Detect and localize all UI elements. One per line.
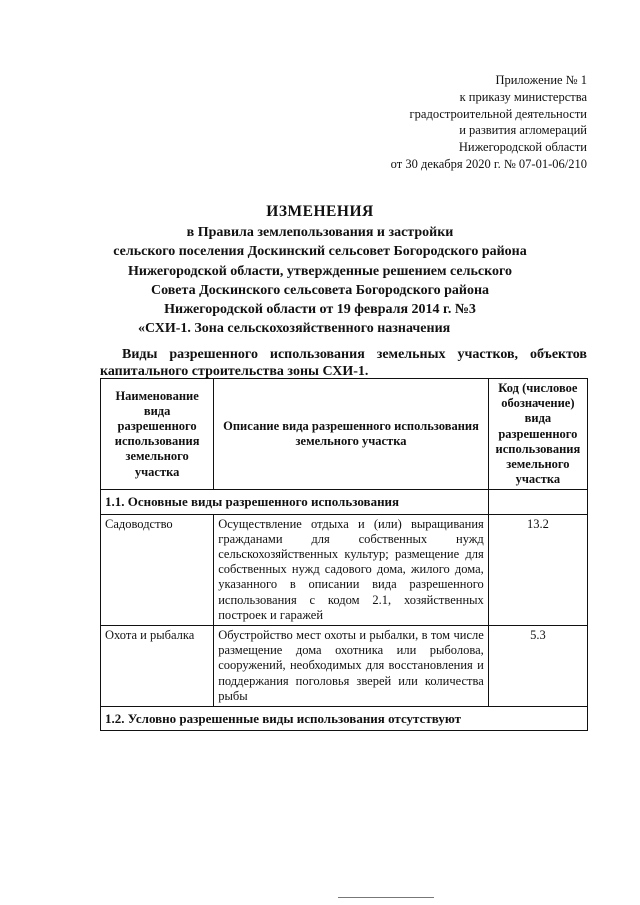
title-line: в Правила землепользования и застройки xyxy=(186,225,454,241)
cell-name: Садоводство xyxy=(101,514,214,625)
title-line: Совета Доскинского сельсовета Богородского района xyxy=(150,282,490,298)
header-code: Код (числовое обозначение) вида разрешенного использования земельного участка xyxy=(488,379,587,490)
section-blank-cell xyxy=(488,490,587,514)
header-name: Наименование вида разрешенного использования земельного участка xyxy=(101,379,214,490)
annex-line: Приложение № 1 xyxy=(495,73,587,87)
table-row xyxy=(101,514,588,625)
land-use-table xyxy=(100,378,588,731)
cell-name: Охота и рыбалка xyxy=(101,626,214,707)
title-line: Нижегородской области, утвержденные решением сельского xyxy=(128,263,512,279)
cell-description: Осуществление отдыха и (или) выращивания гражданами для собственных нужд сельскохозяйственных культур; размещение для собственных нужд садового дома, жилого дома, указанного в описании вида разрешенного использования с кодом 2.1, хозяйственных построек и гаражей xyxy=(214,514,489,625)
title-line: Нижегородской области от 19 февраля 2014 г. №3 xyxy=(164,302,476,318)
annex-line: от 30 декабря 2020 г. № 07-01-06/210 xyxy=(390,156,587,171)
cell-code: 13.2 xyxy=(488,514,587,625)
section-row xyxy=(101,707,588,731)
annex-line: Нижегородской области xyxy=(458,140,587,155)
annex-block xyxy=(391,72,587,173)
title-line: сельского поселения Доскинский сельсовет Богородского района xyxy=(113,244,527,260)
zone-heading: «СХИ-1. Зона сельскохозяйственного назначения xyxy=(138,321,451,336)
table-header-row xyxy=(101,379,588,490)
table-row xyxy=(101,626,588,707)
annex-line: и развития агломераций xyxy=(459,123,587,138)
document-title xyxy=(0,202,640,319)
intro-paragraph: Виды разрешенного использования земельных участков, объектов капитального строительства зоны СХИ-1. xyxy=(100,347,587,379)
section-title: 1.1. Основные виды разрешенного использования xyxy=(101,490,489,514)
cell-code: 5.3 xyxy=(488,626,587,707)
cell-description: Обустройство мест охоты и рыбалки, в том числе размещение дома охотника или рыболова, сооружений, необходимых для восстановления и поддержания поголовья зверей или количества рыбы xyxy=(214,626,489,707)
title-main: ИЗМЕНЕНИЯ xyxy=(266,203,374,220)
section-title: 1.2. Условно разрешенные виды использования отсутствуют xyxy=(101,707,588,731)
annex-line: градостроительной деятельности xyxy=(409,106,587,121)
section-row xyxy=(101,490,588,514)
header-description: Описание вида разрешенного использования земельного участка xyxy=(214,379,489,490)
footer-divider xyxy=(338,897,434,898)
annex-line: к приказу министерства xyxy=(459,89,587,104)
